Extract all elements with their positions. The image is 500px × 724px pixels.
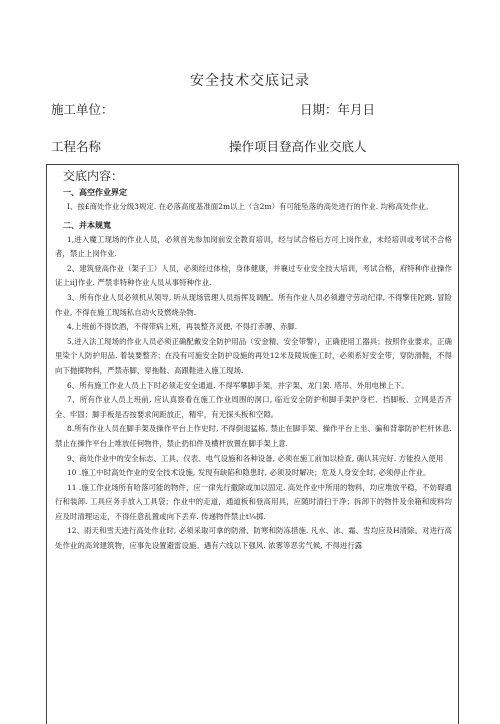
- paragraph: 1,进入魔工现场的作业人员，必须首先参加岗前安全教育培训，经与试合格后方可上岗作业，未经培训或考试不合格者，禁止上岗作业.: [55, 234, 452, 259]
- paragraph: 5,迸入法工现场的作业人员必须正确配戴安全防护用品（安金精、安全带警），正确使用工器具；按照作业要求，正确里染个人防护用品. 着装要整齐；在没有可施安全防护设施的再处12米及陵坂施工时，必须系好安全带，穿防滑鞋，不得向下抛掷物料，严禁赤脚、穿拖鞋、高跟鞋进入施工现场.: [55, 336, 452, 375]
- project-name-value: 操作项目登高作业交底人: [229, 139, 367, 154]
- paragraph: 10 .施工中时高处作业的安全技术设施, 发现有缺陷和隐患时, 必须及时解决；危及人身安全时, 必须停止作业。: [67, 468, 431, 478]
- paragraph: 6、所有施工作业人员上下时必须走安全通道. 不得军攀脚手架、井字架、龙门架. 塔吊、外用电梯上下。: [67, 380, 409, 390]
- paragraph: 4,上班前不得饮酒，不得带病上班，再装整齐灵便, 不得打赤膊、赤脚.: [67, 322, 298, 332]
- document-title: 安全技术交底记录: [190, 73, 310, 89]
- paragraph: I、按£商处作业分级3规定. 在必落高度基准面2m以上（含2m）有可能坠落的高处进行的作业. 均称高处作业。: [67, 202, 433, 211]
- project-name-label: 工程名称: [51, 139, 102, 154]
- paragraph: 8.所有作业人员在脚手架及操作平台上作史时, 不得倒退猛栋, 禁止在脚手架、操作平台上坐、骗和背靠防护栏杆休息. 禁止在操作平台上堆放任何物件，禁止扔扣件及横杆放置在脚手架上意.: [55, 424, 452, 448]
- section-heading: 一、高空作业界定: [63, 187, 127, 197]
- paragraph: 7、所有作业人员上班前, 应认真察看在施工作业周围的洞口, 临近安全防护和脚手架护身栏、挡脚板、立网是否齐全、牢固；脚手板是否按要求间距放正，精牢，有无探头板和空隙。: [55, 395, 452, 419]
- section-heading: 二、并本规寬: [63, 219, 111, 230]
- construction-unit-label: 施工单位：: [51, 102, 114, 117]
- paragraph: 2、建筑登高作业（架子工）人员，必须经过体检，身体健康，并襄过专业安全技大培训，考试合格，府特种作业操作证上iiJ作业. 严禁非特种作业人员从事特种作业.: [55, 263, 452, 288]
- content-body: [55, 169, 452, 554]
- paragraph: 11 .施工作业场所有哈落可能的物件，应一律先行撒除或加以固定. 高处作业中所用的物料，均应堆放平稳，不妨碍通行和装卸. 工具应务手放入工具袋；作业中的走道，通道板和登高用具，应随时清扫干净；拆卸下的物件及余箱和废料均应及时清理运走，不得任意乱置或向下丢弃. 传递物件禁止t¼掷.: [55, 482, 452, 521]
- content-box: [46, 164, 459, 724]
- date-label: 日期：年月日: [300, 102, 376, 117]
- paragraph: 12、雨天和雪天进行高处作业时, 必须采取可拿的防滑、防寒和防冻措施. 凡水、冰、霜、雪均应及H清除。对进行高处作业的高耸建筑物，应事先设置避雷设施。遇有六线以下强风. 浓雾等恶劣气候, 不得进行露: [55, 526, 452, 551]
- paragraph: 9、商处作业中的安全标志、工具、仪表、电气设施和各种设备, 必须在施工前加以检查, 确认其完好. 方能投入使用: [67, 453, 444, 463]
- content-heading: 交底内容：: [63, 169, 124, 183]
- paragraph: 3、所有作业人员必须机从领导, 听从现场管理人员指挥及调配。所有作业人员必须遵守劳动纪律, 不得擎佳陀跳. 冒险作业, 不得在施工现场私自动火及燃烧杂物.: [55, 292, 452, 317]
